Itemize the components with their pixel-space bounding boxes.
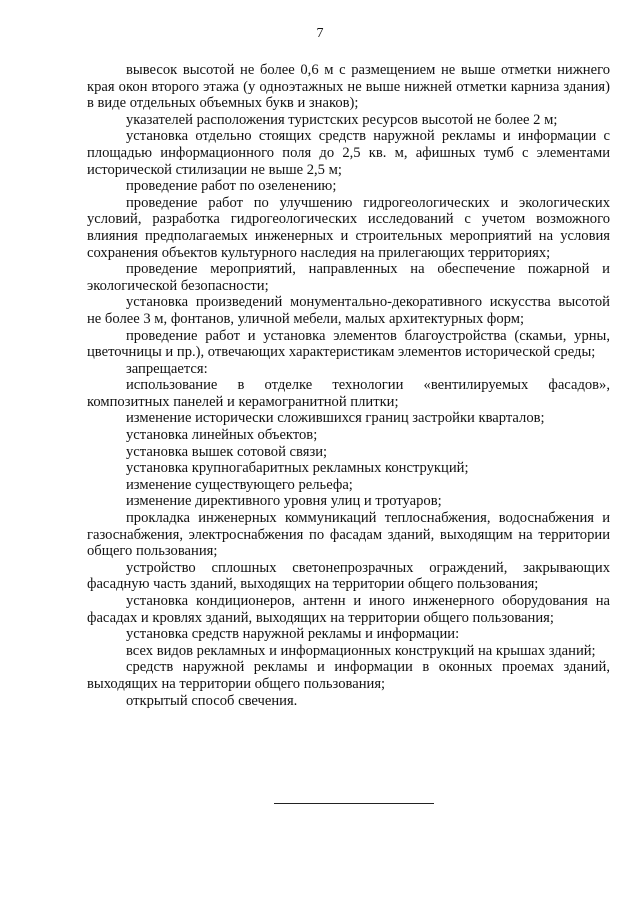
paragraph: установка отдельно стоящих средств наружной рекламы и информации с площадью информационного поля до 2,5 кв. м, афишных тумб с элементами исторической стилизации не выше 2,5 м; [87, 128, 610, 178]
paragraph: установка кондиционеров, антенн и иного инженерного оборудования на фасадах и кровлях зданий, выходящих на территории общего пользования; [87, 593, 610, 626]
paragraph: всех видов рекламных и информационных конструкций на крышах зданий; [126, 642, 596, 659]
paragraph: использование в отделке технологии «вентилируемых фасадов», композитных панелей и керамогранитной плитки; [87, 377, 610, 410]
paragraph: изменение директивного уровня улиц и тротуаров; [126, 493, 442, 510]
end-separator-line [274, 803, 434, 804]
paragraph: прокладка инженерных коммуникаций теплоснабжения, водоснабжения и газоснабжения, электроснабжения по фасадам зданий, выходящим на территории общего пользования; [87, 510, 610, 560]
paragraph: вывесок высотой не более 0,6 м с размещением не выше отметки нижнего края окон второго этажа (у одноэтажных не выше нижней отметки карниза здания) в виде отдельных объемных букв и знаков); [87, 62, 610, 112]
paragraph: проведение работ и установка элементов благоустройства (скамьи, урны, цветочницы и пр.), отвечающих характеристикам элементов исторической среды; [87, 327, 610, 361]
paragraph: изменение исторически сложившихся границ застройки кварталов; [126, 410, 545, 427]
paragraph: установка линейных объектов; [126, 427, 318, 444]
paragraph: установка крупногабаритных рекламных конструкций; [126, 460, 469, 477]
paragraph: изменение существующего рельефа; [126, 476, 353, 493]
document-body [87, 62, 610, 709]
paragraph: открытый способ свечения. [126, 692, 298, 709]
paragraph: установка средств наружной рекламы и информации: [126, 626, 460, 643]
paragraph: средств наружной рекламы и информации в оконных проемах зданий, выходящих на территории общего пользования; [87, 659, 610, 692]
paragraph: проведение работ по озеленению; [126, 178, 337, 195]
paragraph: проведение мероприятий, направленных на обеспечение пожарной и экологической безопасности; [87, 261, 610, 294]
paragraph: установка вышек сотовой связи; [126, 443, 328, 460]
paragraph: указателей расположения туристских ресурсов высотой не более 2 м; [126, 111, 558, 128]
page-number: 7 [316, 26, 324, 41]
paragraph: установка произведений монументально-декоративного искусства высотой не более 3 м, фонтанов, уличной мебели, малых архитектурных форм; [87, 294, 610, 327]
paragraph: проведение работ по улучшению гидрогеологических и экологических условий, разработка гидрогеологических исследований с учетом возможного влияния предполагаемых инженерных и строительных мероприятий на условия сохранения объектов культурного наследия на прилегающих территориях; [87, 194, 610, 261]
paragraph: запрещается: [126, 360, 208, 377]
paragraph: устройство сплошных светонепрозрачных ограждений, закрывающих фасадную часть зданий, выходящих на территории общего пользования; [87, 559, 610, 593]
